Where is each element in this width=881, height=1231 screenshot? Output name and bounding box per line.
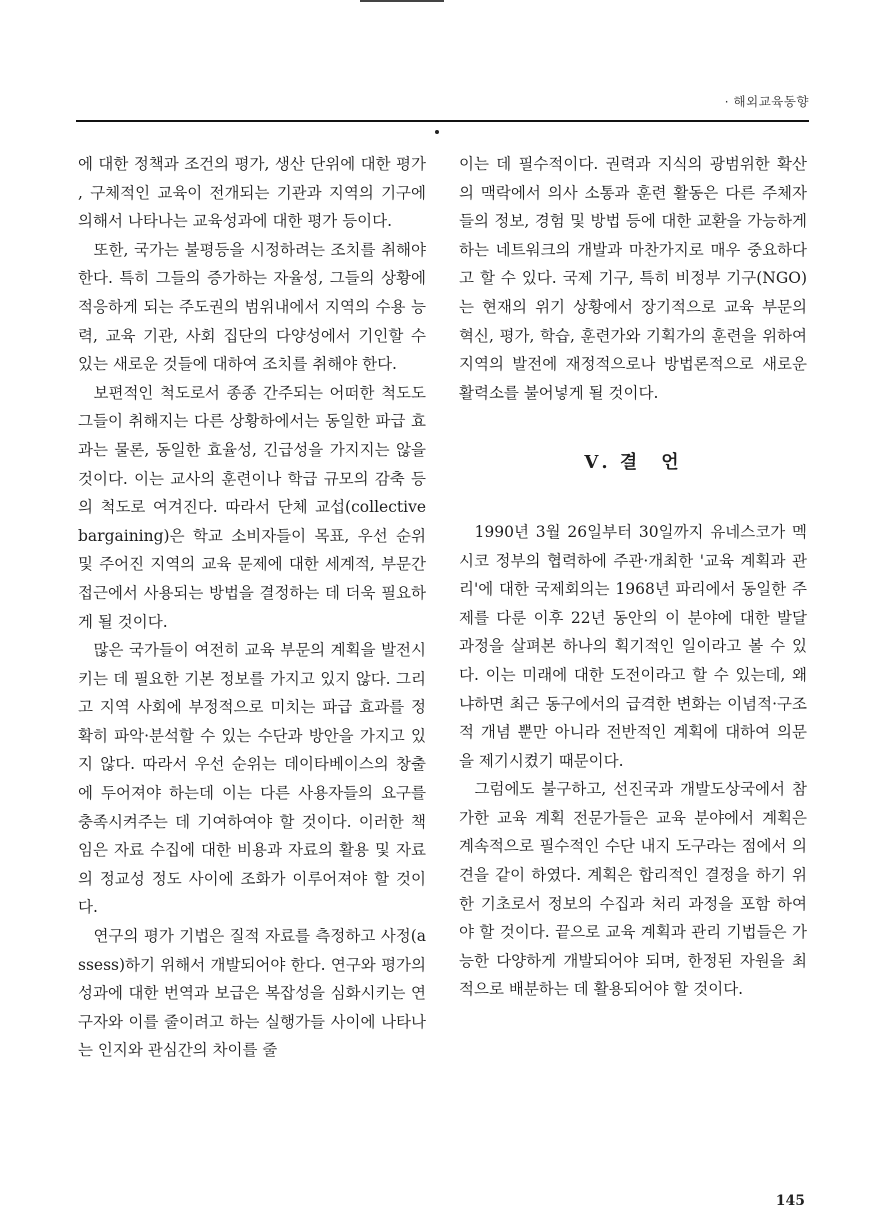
right-paragraph-1: 이는 데 필수적이다. 권력과 지식의 광범위한 확산의 맥락에서 의사 소통과 훈련 활동은 다른 주체자들의 정보, 경험 및 방법 등에 대한 교환을 가능하게 하는 네트워크의 개발과 마찬가지로 매우 중요하다고 할 수 있다. 국제 기구, 특히 비정부 기구(NGO)는 현재의 위기 상황에서 장기적으로 교육 부문의 혁신, 평가, 학습, 훈련가와 기획가의 훈련을 위하여 지역의 발전에 재정적으로나 방법론적으로 새로운 활력소를 불어넣게 될 것이다. bbox=[459, 155, 807, 402]
page-number: 145 bbox=[775, 1193, 805, 1209]
left-paragraph-5: 연구의 평가 기법은 질적 자료를 측정하고 사정(assess)하기 위해서 개발되어야 한다. 연구와 평가의 성과에 대한 번역과 보급은 복잡성을 심화시키는 연구자와 이를 줄이려고 하는 실행가들 사이에 나타나는 인지와 관심간의 차이를 줄 bbox=[78, 927, 426, 1060]
running-header: · 해외교육동향 bbox=[724, 94, 809, 109]
left-column bbox=[78, 150, 426, 1065]
left-paragraph-1: 에 대한 정책과 조건의 평가, 생산 단위에 대한 평가, 구체적인 교육이 전개되는 기관과 지역의 기구에 의해서 나타나는 교육성과에 대한 평가 등이다. bbox=[78, 155, 426, 231]
column-divider-dot bbox=[435, 130, 439, 134]
right-column bbox=[459, 150, 807, 1004]
top-edge-mark bbox=[360, 0, 444, 2]
left-paragraph-2: 또한, 국가는 불평등을 시정하려는 조치를 취해야 한다. 특히 그들의 증가하는 자율성, 그들의 상황에 적응하게 되는 주도권의 범위내에서 지역의 수용 능력, 교육 기관, 사회 집단의 다양성에서 기인할 수 있는 새로운 것들에 대하여 조치를 취해야 한다. bbox=[78, 240, 426, 374]
left-paragraph-4: 많은 국가들이 여전히 교육 부문의 계획을 발전시키는 데 필요한 기본 정보를 가지고 있지 않다. 그리고 지역 사회에 부정적으로 미치는 파급 효과를 정확히 파악·분석할 수 있는 수단과 방안을 가지고 있지 않다. 따라서 우선 순위는 데이타베이스의 창출에 두어져야 하는데 이는 다른 사용자들의 요구를 충족시켜주는 데 기여하여야 할 것이다. 이러한 책임은 자료 수집에 대한 비용과 자료의 활용 및 자료의 정교성 정도 사이에 조화가 이루어져야 할 것이다. bbox=[78, 641, 426, 917]
right-paragraph-2: 1990년 3월 26일부터 30일까지 유네스코가 멕시코 정부의 협력하에 주관·개최한 '교육 계획과 관리'에 대한 국제회의는 1968년 파리에서 동일한 주제를 다룬 이후 22년 동안의 이 분야에 대한 발달 과정을 살펴본 하나의 획기적인 일이라고 볼 수 있다. 이는 미래에 대한 도전이라고 할 수 있는데, 왜냐하면 최근 동구에서의 급격한 변화는 이념적·구조적 개념 뿐만 아니라 전반적인 계획에 대하여 의문을 제기시켰기 때문이다. bbox=[459, 522, 807, 770]
left-paragraph-3: 보편적인 척도로서 종종 간주되는 어떠한 척도도 그들이 취해지는 다른 상황하에서는 동일한 파급 효과는 물론, 동일한 효율성, 긴급성을 가지지는 않을 것이다. 이는 교사의 훈련이나 학급 규모의 감축 등의 척도로 여겨진다. 따라서 단체 교섭(collective bargaining)은 학교 소비자들이 목표, 우선 순위 및 주어진 지역의 교육 문제에 대한 세계적, 부문간 접근에서 사용되는 방법을 결정하는 데 더욱 필요하게 될 것이다. bbox=[78, 383, 426, 631]
right-paragraph-3: 그럼에도 불구하고, 선진국과 개발도상국에서 참가한 교육 계획 전문가들은 교육 분야에서 계획은 계속적으로 필수적인 수단 내지 도구라는 점에서 의견을 같이 하였다. 계획은 합리적인 결정을 하기 위한 기초로서 정보의 수집과 처리 과정을 포함 하여야 할 것이다. 끝으로 교육 계획과 관리 기법들은 가능한 다양하게 개발되어야 되며, 한정된 자원을 최적으로 배분하는 데 활용되어야 할 것이다. bbox=[459, 780, 807, 999]
header-rule bbox=[76, 120, 809, 122]
section-heading-conclusion: Ⅴ. 결 언 bbox=[584, 452, 682, 474]
